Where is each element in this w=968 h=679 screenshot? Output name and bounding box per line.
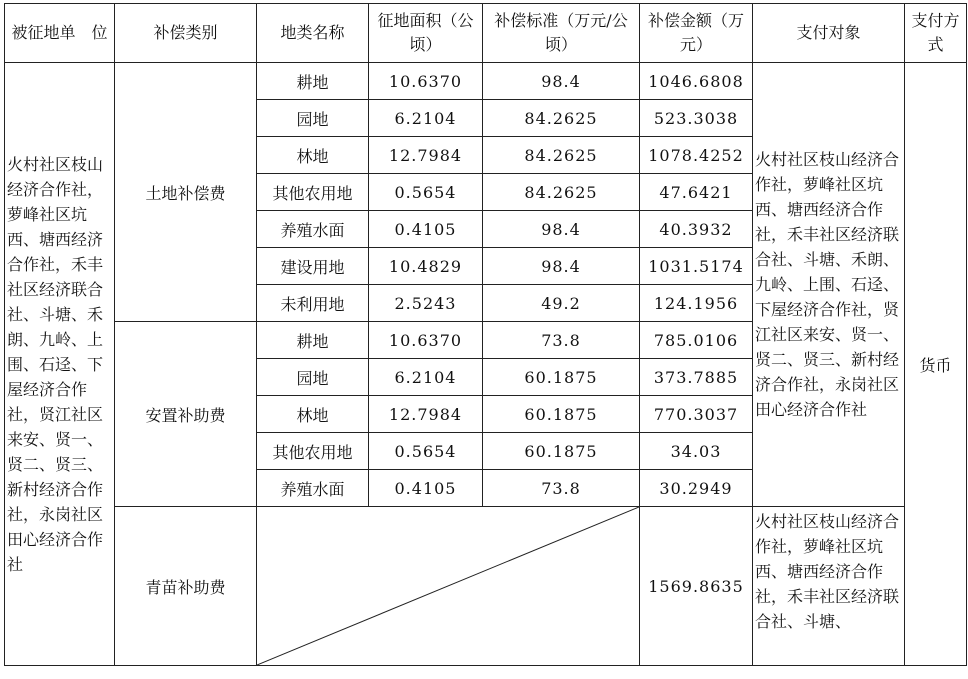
unit-cell: 火村社区枝山经济合作社，萝峰社区坑西、塘西经济合作社，禾丰社区经济联合社、斗塘、禾朗、九岭、上围、石迳、下屋经济合作社，贤江社区来安、贤一、贤二、贤三、新村经济合作社，永岗社区田心经济合作社 (5, 63, 115, 666)
land-type-cell: 耕地 (257, 63, 369, 100)
amount-cell: 34.03 (640, 433, 753, 470)
table-row (5, 507, 967, 666)
amount-cell: 770.3037 (640, 396, 753, 433)
land-type-cell: 林地 (257, 137, 369, 174)
amount-cell: 523.3038 (640, 100, 753, 137)
payee-cell-2: 火村社区枝山经济合作社，萝峰社区坑西、塘西经济合作社，禾丰社区经济联合社、斗塘、 (753, 507, 905, 666)
land-type-cell: 养殖水面 (257, 211, 369, 248)
land-type-cell: 其他农用地 (257, 174, 369, 211)
area-cell: 12.7984 (369, 396, 483, 433)
standard-cell: 60.1875 (483, 359, 640, 396)
amount-cell: 1046.6808 (640, 63, 753, 100)
diagonal-empty-cell (257, 507, 640, 666)
area-cell: 2.5243 (369, 285, 483, 322)
header-standard: 补偿标准（万元/公顷） (483, 4, 640, 63)
land-type-cell: 园地 (257, 359, 369, 396)
standard-cell: 84.2625 (483, 100, 640, 137)
crops-amount-cell: 1569.8635 (640, 507, 753, 666)
area-cell: 6.2104 (369, 359, 483, 396)
standard-cell: 98.4 (483, 211, 640, 248)
amount-cell: 1031.5174 (640, 248, 753, 285)
header-area: 征地面积（公顷） (369, 4, 483, 63)
area-cell: 0.4105 (369, 470, 483, 507)
land-type-cell: 其他农用地 (257, 433, 369, 470)
standard-cell: 73.8 (483, 322, 640, 359)
category-crops: 青苗补助费 (115, 507, 257, 666)
standard-cell: 84.2625 (483, 137, 640, 174)
area-cell: 12.7984 (369, 137, 483, 174)
standard-cell: 73.8 (483, 470, 640, 507)
header-unit: 被征地单 位 (5, 4, 115, 63)
compensation-table (4, 3, 967, 666)
amount-cell: 785.0106 (640, 322, 753, 359)
header-amount: 补偿金额（万元） (640, 4, 753, 63)
land-type-cell: 未利用地 (257, 285, 369, 322)
area-cell: 0.5654 (369, 433, 483, 470)
diagonal-line (257, 507, 639, 665)
amount-cell: 47.6421 (640, 174, 753, 211)
standard-cell: 49.2 (483, 285, 640, 322)
payee-cell: 火村社区枝山经济合作社，萝峰社区坑西、塘西经济合作社，禾丰社区经济联合社、斗塘、禾朗、九岭、上围、石迳、下屋经济合作社，贤江社区来安、贤一、贤二、贤三、新村经济合作社，永岗社区田心经济合作社 (753, 63, 905, 507)
payment-method-cell: 货币 (905, 63, 967, 666)
standard-cell: 84.2625 (483, 174, 640, 211)
land-type-cell: 林地 (257, 396, 369, 433)
land-type-cell: 耕地 (257, 322, 369, 359)
header-row (5, 4, 967, 63)
area-cell: 0.5654 (369, 174, 483, 211)
category-resettle: 安置补助费 (115, 322, 257, 507)
land-type-cell: 养殖水面 (257, 470, 369, 507)
category-land: 土地补偿费 (115, 63, 257, 322)
area-cell: 6.2104 (369, 100, 483, 137)
area-cell: 10.6370 (369, 63, 483, 100)
land-type-cell: 园地 (257, 100, 369, 137)
header-land-type: 地类名称 (257, 4, 369, 63)
table-row (5, 63, 967, 100)
amount-cell: 40.3932 (640, 211, 753, 248)
standard-cell: 98.4 (483, 248, 640, 285)
standard-cell: 60.1875 (483, 396, 640, 433)
amount-cell: 373.7885 (640, 359, 753, 396)
area-cell: 10.4829 (369, 248, 483, 285)
area-cell: 0.4105 (369, 211, 483, 248)
amount-cell: 30.2949 (640, 470, 753, 507)
standard-cell: 60.1875 (483, 433, 640, 470)
header-category: 补偿类别 (115, 4, 257, 63)
area-cell: 10.6370 (369, 322, 483, 359)
amount-cell: 124.1956 (640, 285, 753, 322)
header-method: 支付方式 (905, 4, 967, 63)
standard-cell: 98.4 (483, 63, 640, 100)
header-payee: 支付对象 (753, 4, 905, 63)
land-type-cell: 建设用地 (257, 248, 369, 285)
amount-cell: 1078.4252 (640, 137, 753, 174)
